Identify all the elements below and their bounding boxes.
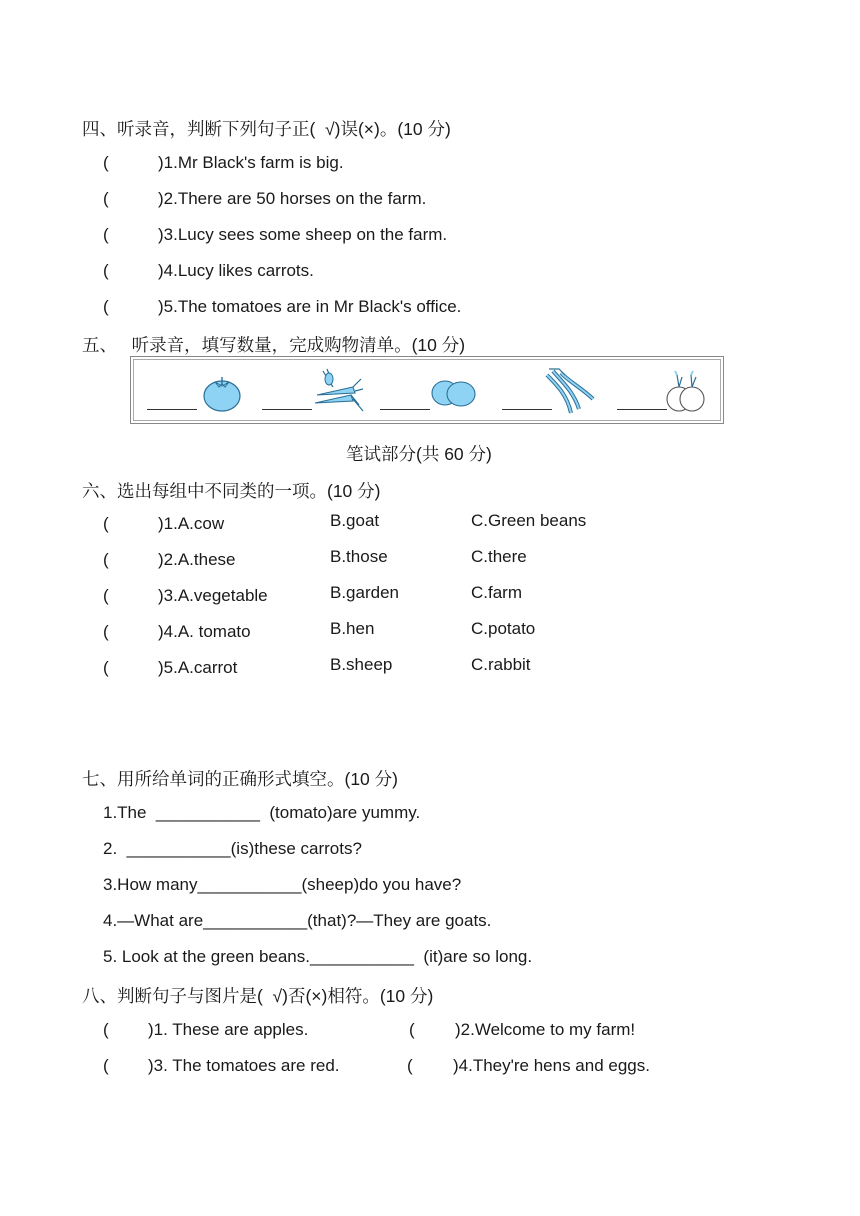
answer-paren[interactable]: ( xyxy=(103,586,109,605)
carrots-icon xyxy=(309,365,365,417)
option-b: B.those xyxy=(330,547,388,566)
tomato-icon xyxy=(201,371,243,413)
list-item: )1.Mr Black's farm is big. xyxy=(158,153,344,172)
onions-icon xyxy=(665,369,707,415)
option-a: )5.A.carrot xyxy=(158,658,238,677)
option-c: C.farm xyxy=(471,583,522,602)
option-a: )1.A.cow xyxy=(158,514,225,533)
answer-paren[interactable]: ( xyxy=(103,658,109,677)
option-a: )2.A.these xyxy=(158,550,236,569)
section-5-title: 五、 听录音，填写数量，完成购物清单。(10 分) xyxy=(82,335,466,355)
fill-blank-item[interactable]: 2. ___________(is)these carrots? xyxy=(103,839,362,858)
option-b: B.goat xyxy=(330,511,380,530)
option-a: )4.A. tomato xyxy=(158,622,251,641)
answer-paren[interactable]: ( xyxy=(409,1020,415,1039)
option-b: B.hen xyxy=(330,619,375,638)
fill-blank-item[interactable]: 4.—What are___________(that)?—They are goats. xyxy=(103,911,492,930)
option-c: C.rabbit xyxy=(471,655,531,674)
section-7-title: 七、用所给单词的正确形式填空。(10 分) xyxy=(82,769,398,789)
option-c: C.potato xyxy=(471,619,536,638)
list-item: )2.Welcome to my farm! xyxy=(455,1020,636,1039)
answer-paren[interactable]: ( xyxy=(103,550,109,569)
list-item: )4.They're hens and eggs. xyxy=(453,1056,650,1075)
written-part-heading: 笔试部分(共 60 分) xyxy=(346,444,492,464)
quantity-blank[interactable] xyxy=(380,408,430,410)
option-a: )3.A.vegetable xyxy=(158,586,268,605)
answer-paren[interactable]: ( xyxy=(103,514,109,533)
list-item: )5.The tomatoes are in Mr Black's office. xyxy=(158,297,462,316)
answer-paren[interactable]: ( xyxy=(103,261,109,280)
fill-blank-item[interactable]: 1.The ___________ (tomato)are yummy. xyxy=(103,803,421,822)
section-6-title: 六、选出每组中不同类的一项。(10 分) xyxy=(82,481,381,501)
section-4-title: 四、听录音，判断下列句子正( √)误(×)。(10 分) xyxy=(82,119,451,139)
answer-paren[interactable]: ( xyxy=(103,297,109,316)
green-beans-icon xyxy=(541,365,601,417)
list-item: )2.There are 50 horses on the farm. xyxy=(158,189,427,208)
answer-paren[interactable]: ( xyxy=(103,153,109,172)
answer-paren[interactable]: ( xyxy=(103,225,109,244)
potato-icon xyxy=(431,377,477,409)
list-item: )3.Lucy sees some sheep on the farm. xyxy=(158,225,448,244)
list-item: )1. These are apples. xyxy=(148,1020,309,1039)
option-b: B.sheep xyxy=(330,655,393,674)
option-b: B.garden xyxy=(330,583,399,602)
answer-paren[interactable]: ( xyxy=(103,1020,109,1039)
shopping-list-box xyxy=(130,356,724,424)
option-c: C.there xyxy=(471,547,527,566)
fill-blank-item[interactable]: 5. Look at the green beans.___________ (it)are so long. xyxy=(103,947,533,966)
list-item: )4.Lucy likes carrots. xyxy=(158,261,314,280)
quantity-blank[interactable] xyxy=(262,408,312,410)
quantity-blank[interactable] xyxy=(617,408,667,410)
answer-paren[interactable]: ( xyxy=(103,1056,109,1075)
list-item: )3. The tomatoes are red. xyxy=(148,1056,340,1075)
quantity-blank[interactable] xyxy=(147,408,197,410)
option-c: C.Green beans xyxy=(471,511,587,530)
answer-paren[interactable]: ( xyxy=(103,189,109,208)
answer-paren[interactable]: ( xyxy=(407,1056,413,1075)
fill-blank-item[interactable]: 3.How many___________(sheep)do you have? xyxy=(103,875,462,894)
section-8-title: 八、判断句子与图片是( √)否(×)相符。(10 分) xyxy=(82,986,434,1006)
answer-paren[interactable]: ( xyxy=(103,622,109,641)
